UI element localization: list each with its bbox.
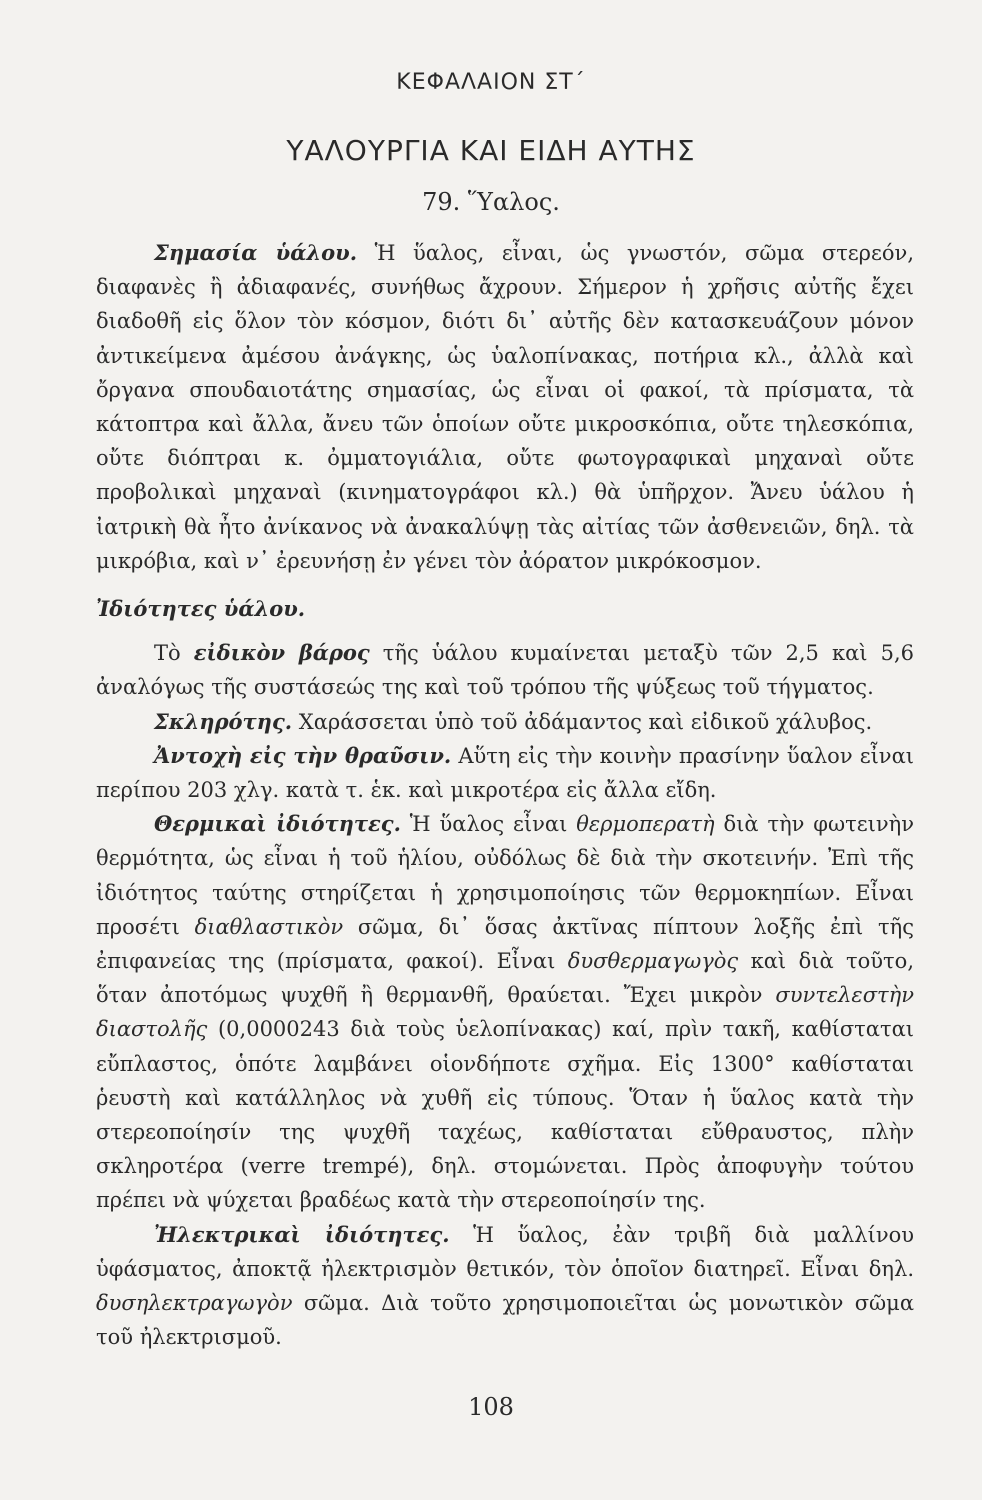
- paragraph-text: Χαράσσεται ὑπὸ τοῦ ἀδάμαντος καὶ εἰδικοῦ χάλυβος.: [292, 709, 873, 734]
- paragraph-text: Αὕτη εἰς τὴν κοινὴν πρασίνην ὕαλον εἶναι περίπου 203 χλγ. κατὰ τ. ἑκ. καὶ μικροτέρα εἰς ἄλλα εἴδη.: [96, 743, 914, 803]
- emphasis-term: θερμοπερατὴ: [576, 812, 715, 837]
- paragraph-text: τῆς ὑάλου κυμαίνεται μεταξὺ τῶν 2,5 καὶ 5,6 ἀναλόγως τῆς συστάσεώς της καὶ τοῦ τρόπου τῆς ψύξεως τοῦ τήγματος.: [96, 641, 914, 700]
- paragraph-head: Σημασία ὑάλου.: [154, 240, 358, 265]
- paragraph-thermal-properties: [96, 807, 914, 1217]
- section-title: 79. Ὕαλος.: [422, 188, 560, 216]
- chapter-title: ΥΑΛΟΥΡΓΙΑ ΚΑΙ ΕΙΔΗ ΑΥΤΗΣ: [286, 134, 696, 167]
- paragraph-break-resistance: [96, 739, 914, 807]
- properties-heading: Ἰδιότητες ὑάλου.: [96, 596, 306, 622]
- paragraph-text: (0,0000243 διὰ τοὺς ὑελοπίνακας) καί, πρὶν τακῆ, καθίσταται εὔπλαστος, ὁπότε λαμβάνει οἱονδήποτε σχῆμα. Εἰς 1300° καθίσταται ῥευστὴ καὶ κατάλληλος νὰ χυθῆ εἰς τύπους. Ὅταν ἡ ὕαλος κατὰ τὴν στερεοποίησίν της ψυχθῆ ταχέως, καθίσταται εὔθραυστος, πλὴν σκληροτέρα (verre trempé), δηλ. στομώνεται. Πρὸς ἀποφυγὴν τούτου πρέπει νὰ ψύχεται βραδέως κατὰ τὴν στερεοποίησίν της.: [96, 1017, 914, 1213]
- page-number: 108: [468, 1393, 514, 1421]
- emphasis-term: δυσηλεκτραγωγὸν: [96, 1291, 293, 1316]
- paragraph-text: σῶμα. Διὰ τοῦτο χρησιμοποιεῖται ὡς μονωτικὸν σῶμα τοῦ ἠλεκτρισμοῦ.: [96, 1291, 914, 1350]
- paragraph-head: Σκληρότης.: [154, 708, 293, 734]
- paragraph-specific-weight: [96, 636, 914, 704]
- emphasis-term: διαθλαστικὸν: [194, 914, 344, 939]
- paragraph-meaning-of-glass: [96, 236, 914, 578]
- paragraph-text: καὶ διὰ τοῦτο, ὅταν ἀποτόμως ψυχθῆ ἢ θερμανθῆ, θραύεται. Ἔχει μικρὸν: [96, 949, 914, 1008]
- paragraph-head: Ἀντοχὴ εἰς τὴν θραῦσιν.: [154, 742, 452, 768]
- paragraph-hardness: [96, 705, 914, 739]
- paragraph-head: Θερμικαὶ ἰδιότητες.: [154, 811, 401, 837]
- paragraph-text: διὰ τὴν φωτεινὴν θερμότητα, ὡς εἶναι ἡ τοῦ ἡλίου, οὐδόλως δὲ διὰ τὴν σκοτεινήν. Ἐπὶ τῆς ἰδιότητος ταύτης στηρίζεται ἡ χρησιμοποίησις τῶν θερμοκηπίων. Εἶναι προσέτι: [96, 812, 914, 939]
- paragraph-electrical-properties: [96, 1218, 914, 1355]
- paragraph-text-pre: Τὸ: [154, 641, 194, 666]
- paragraph-text: Ἡ ὕαλος, ἐὰν τριβῆ διὰ μαλλίνου ὑφάσματος, ἀποκτᾷ ἠλεκτρισμὸν θετικόν, τὸν ὁποῖον διατηρεῖ. Εἶναι δηλ.: [96, 1222, 914, 1281]
- emphasis-term: συντελεστὴν διαστολῆς: [96, 983, 914, 1042]
- paragraph-text: Ἡ ὕαλος, εἶναι, ὡς γνωστόν, σῶμα στερεόν, διαφανὲς ἢ ἀδιαφανές, συνήθως ἄχρουν. Σήμερον ἡ χρῆσις αὐτῆς ἔχει διαδοθῆ εἰς ὅλον τὸν κόσμον, διότι δι᾽ αὐτῆς δὲν κατασκευάζουν μόνον ἀντικείμενα ἀμέσου ἀνάγκης, ὡς ὑαλοπίνακας, ποτήρια κλ., ἀλλὰ καὶ ὄργανα σπουδαιοτάτης σημασίας, ὡς εἶναι οἱ φακοί, τὰ πρίσματα, τὰ κάτοπτρα καὶ ἄλλα, ἄνευ τῶν ὁποίων οὔτε μικροσκόπια, οὔτε τηλεσκόπια, οὔτε διόπτραι κ. ὀμματογιάλια, οὔτε φωτογραφικαὶ μηχαναὶ οὔτε προβολικαὶ μηχαναὶ (κινηματογράφοι κλ.) θὰ ὑπῆρχον. Ἄνευ ὑάλου ἡ ἰατρικὴ θὰ ἦτο ἀνίκανος νὰ ἀνακαλύψῃ τὰς αἰτίας τῶν ἀσθενειῶν, δηλ. τὰ μικρόβια, καὶ ν᾽ ἐρευνήσῃ ἐν γένει τὸν ἀόρατον μικρόκοσμον.: [96, 241, 914, 573]
- body-text: [96, 236, 914, 1355]
- paragraph-text: Ἡ ὕαλος εἶναι: [400, 812, 577, 837]
- properties-heading-line: [96, 592, 914, 626]
- paragraph-text: σῶμα, δι᾽ ὅσας ἀκτῖνας πίπτουν λοξῆς ἐπὶ τῆς ἐπιφανείας της (πρίσματα, φακοί). Εἶναι: [96, 914, 914, 974]
- paragraph-head: Ἠλεκτρικαὶ ἰδιότητες.: [154, 1221, 450, 1247]
- chapter-label: ΚΕΦΑΛΑΙΟΝ ΣΤ΄: [396, 70, 586, 95]
- paragraph-head: εἰδικὸν βάρος: [193, 640, 370, 666]
- emphasis-term: δυσθερμαγωγὸς: [567, 949, 739, 974]
